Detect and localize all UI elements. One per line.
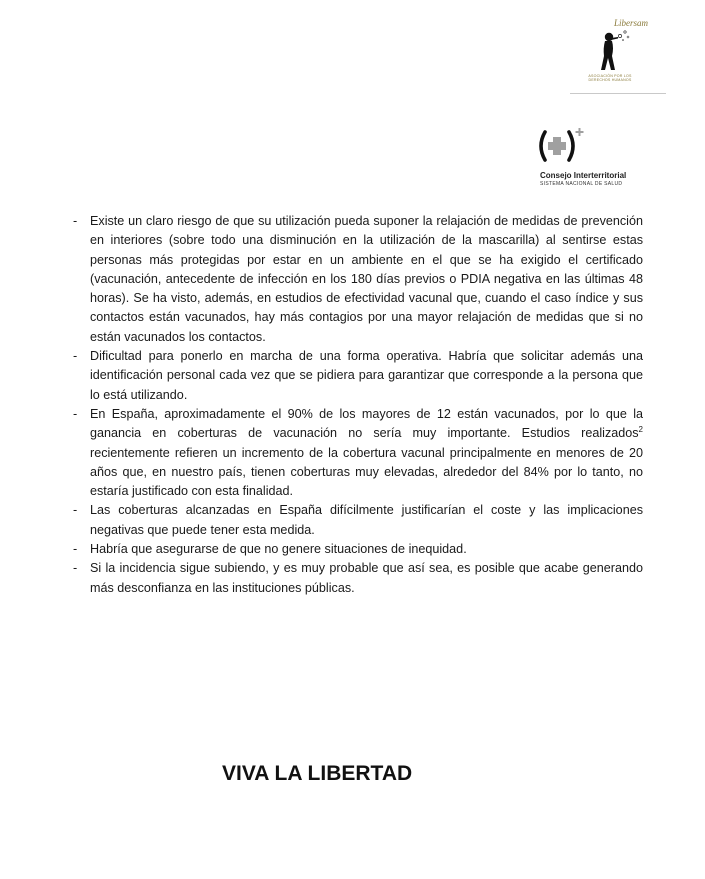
medical-cross-icon — [536, 128, 586, 166]
bullet-marker: - — [73, 406, 78, 421]
bullet-marker: - — [73, 349, 78, 364]
list-item — [73, 347, 643, 405]
list-item — [73, 540, 643, 559]
bullet-text: Si la incidencia sigue subiendo, y es muy probable que así sea, es posible que acabe generando más desconfianza en las instituciones públicas. — [90, 561, 643, 595]
consejo-subtitle: SISTEMA NACIONAL DE SALUD — [540, 181, 623, 187]
list-item — [73, 405, 643, 501]
consejo-interterritorial-logo — [534, 128, 644, 188]
libersam-logo — [578, 18, 668, 94]
bullet-marker: - — [73, 503, 78, 518]
footnote-marker: 2 — [638, 425, 643, 435]
bullet-text: En España, aproximadamente el 90% de los mayores de 12 están vacunados, por lo que la ganancia en coberturas de vacunación no sería muy importante. Estudios realizados — [90, 406, 643, 441]
libersam-tagline: ASOCIACIÓN POR LOS DERECHOS HUMANOS — [588, 74, 632, 83]
list-item — [73, 501, 643, 540]
bullet-text: Dificultad para ponerlo en marcha de una forma operativa. Habría que solicitar además una identificación personal cada vez que se pidiera para garantizar que corresponde a la persona que lo está utilizando. — [90, 349, 643, 402]
bullet-text: Las coberturas alcanzadas en España difícilmente justificarían el coste y las implicaciones negativas que puede tener esta medida. — [90, 503, 643, 537]
bullet-marker: - — [73, 542, 78, 557]
header-divider — [570, 93, 666, 94]
list-item — [73, 559, 643, 598]
footer-title: VIVA LA LIBERTAD — [222, 762, 413, 785]
bullet-marker: - — [73, 214, 78, 228]
bullet-text: recientemente refieren un incremento de la cobertura vacunal principalmente en menores de 20 años que, en nuestro país, tienen coberturas muy elevadas, alrededor del 84% por lo tanto, no estaría justificado con esta finalidad. — [90, 445, 643, 499]
consejo-name: Consejo Interterritorial — [540, 171, 627, 180]
libersam-brand-text: Libersam — [614, 18, 649, 28]
list-item — [73, 212, 643, 347]
child-blowing-bubbles-icon — [592, 26, 632, 74]
bullet-text: Habría que asegurarse de que no genere situaciones de inequidad. — [90, 542, 467, 557]
bullet-list — [73, 212, 643, 598]
bullet-text: Existe un claro riesgo de que su utilización pueda suponer la relajación de medidas de prevención en interiores (sobre todo una disminución en la utilización de la mascarilla) al sentirse estas personas más protegidas por estar en un ambiente en el que se ha exigido el certificado (vacunación, antecedente de infección en los 180 días previos o PDIA negativa en las últimas 48 horas). Se ha visto, además, en estudios de efectividad vacunal que, cuando el caso índice y sus contactos están vacunados, hay más contagios por una mayor relajación de medidas que si no están vacunados los contactos. — [90, 214, 643, 344]
bullet-marker: - — [73, 561, 78, 576]
